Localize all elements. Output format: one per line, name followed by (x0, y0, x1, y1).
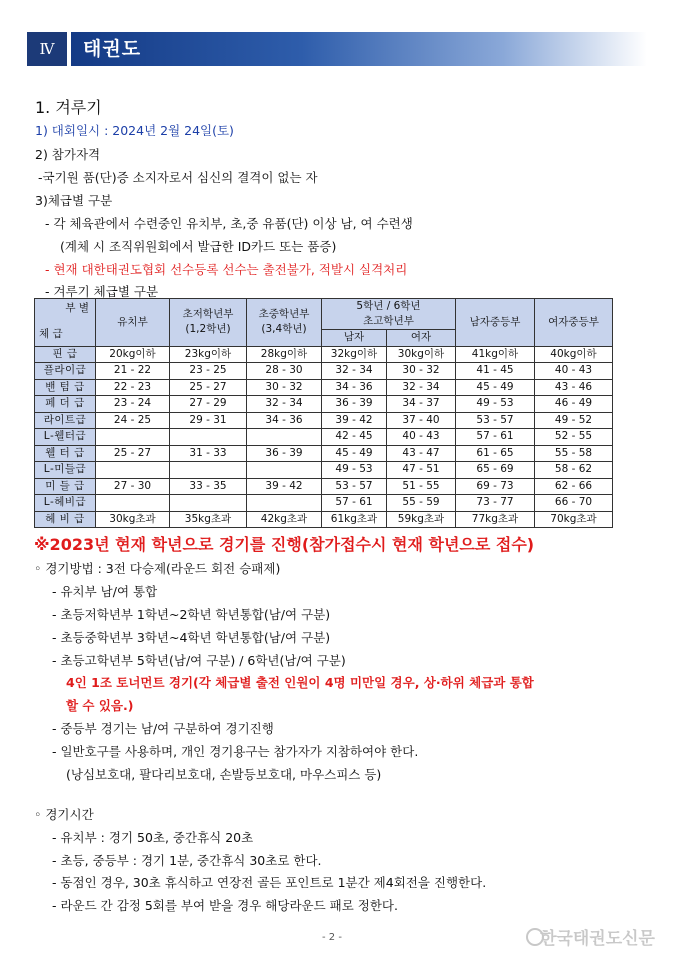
table-cell: 23kg이하 (170, 346, 247, 363)
weight-class-name: L-미들급 (35, 462, 96, 479)
weight-class-name: 핀 급 (35, 346, 96, 363)
table-cell: 34 - 36 (322, 379, 387, 396)
weight-class-name: L-웰터급 (35, 429, 96, 446)
table-cell: 49 - 53 (456, 396, 535, 413)
grade-notice: ※2023년 현재 학년으로 경기를 진행(참가접수시 현재 학년으로 접수) (34, 535, 535, 554)
table-cell: 25 - 27 (170, 379, 247, 396)
weight-line-4: - 겨루기 체급별 구분 (45, 284, 159, 299)
eligibility-title: 2) 참가자격 (35, 147, 101, 162)
table-cell: 41 - 45 (456, 363, 535, 380)
table-cell: 34 - 36 (247, 412, 322, 429)
time-item: - 라운드 간 감정 5회를 부여 받을 경우 해당라운드 패로 정한다. (52, 898, 398, 913)
table-cell: 25 - 27 (96, 445, 170, 462)
header-mid-grade-sub: (3,4학년) (261, 323, 307, 336)
table-cell: 55 - 59 (387, 495, 456, 512)
table-cell: 53 - 57 (456, 412, 535, 429)
method-item-middle-school: - 중등부 경기는 남/여 구분하여 경기진행 (52, 721, 274, 736)
header-ms-female: 여자중등부 (535, 299, 613, 347)
header-high-grade (322, 299, 456, 330)
table-cell: 70kg초과 (535, 511, 613, 528)
date-line: 1) 대회일시 : 2024년 2월 24일(토) (35, 123, 234, 138)
table-cell: 41kg이하 (456, 346, 535, 363)
header-high-grade-sub: 초고학년부 (363, 315, 414, 327)
weight-line-3: - 현재 대한태권도협회 선수등록 선수는 출전불가, 적발시 실격처리 (45, 262, 408, 277)
table-row (35, 495, 613, 512)
table-cell: 29 - 31 (170, 412, 247, 429)
weight-class-name: 라이트급 (35, 412, 96, 429)
table-cell: 73 - 77 (456, 495, 535, 512)
method-item: - 초등중학년부 3학년~4학년 학년통합(남/여 구분) (52, 630, 331, 645)
table-cell (170, 462, 247, 479)
corner-bottom-label: 체 급 (39, 327, 63, 340)
weight-line-1: - 각 체육관에서 수련중인 유치부, 초,중 유품(단) 이상 남, 여 수련생 (45, 216, 413, 231)
table-row (35, 412, 613, 429)
table-cell: 20kg이하 (96, 346, 170, 363)
tournament-rule-line-2: 할 수 있음.) (66, 698, 134, 713)
weight-class-name: 밴 텀 급 (35, 379, 96, 396)
table-cell: 30kg이하 (387, 346, 456, 363)
page-number: - 2 - (322, 932, 342, 943)
weight-class-name: 페 더 급 (35, 396, 96, 413)
table-cell: 37 - 40 (387, 412, 456, 429)
table-cell: 55 - 58 (535, 445, 613, 462)
time-title: ◦ 경기시간 (34, 807, 94, 822)
table-cell: 58 - 62 (535, 462, 613, 479)
table-cell: 32 - 34 (387, 379, 456, 396)
table-row (35, 379, 613, 396)
table-cell: 40 - 43 (387, 429, 456, 446)
method-title: ◦ 경기방법 : 3전 다승제(라운드 회전 승패제) (34, 561, 281, 576)
table-cell: 22 - 23 (96, 379, 170, 396)
table-cell: 59kg초과 (387, 511, 456, 528)
table-cell (96, 462, 170, 479)
tournament-rule-line-1: 4인 1조 토너먼트 경기(각 체급별 출전 인원이 4명 미만일 경우, 상·하위 체급과 통합 (66, 675, 534, 690)
table-cell (247, 495, 322, 512)
weight-class-name: 헤 비 급 (35, 511, 96, 528)
chapter-header (27, 32, 647, 66)
table-cell: 39 - 42 (322, 412, 387, 429)
table-cell: 47 - 51 (387, 462, 456, 479)
chapter-title-box (71, 32, 647, 66)
table-cell: 51 - 55 (387, 478, 456, 495)
corner-header (35, 299, 96, 347)
section-title: 1. 겨루기 (35, 98, 102, 117)
watermark: 한국태권도신문 (540, 929, 655, 949)
header-kinder: 유치부 (96, 299, 170, 347)
table-cell: 27 - 30 (96, 478, 170, 495)
table-cell (170, 429, 247, 446)
table-row (35, 363, 613, 380)
header-mid-grade (247, 299, 322, 347)
table-cell: 32 - 34 (322, 363, 387, 380)
weight-class-title: 3)체급별 구분 (35, 193, 113, 208)
time-item: - 초등, 중등부 : 경기 1분, 중간휴식 30초로 한다. (52, 853, 322, 868)
table-cell: 40 - 43 (535, 363, 613, 380)
table-cell: 34 - 37 (387, 396, 456, 413)
table-cell: 36 - 39 (322, 396, 387, 413)
method-item-gear: - 일반호구를 사용하며, 개인 경기용구는 참가자가 지참하여야 한다. (52, 744, 419, 759)
corner-top-label: 부 별 (65, 302, 89, 314)
weight-class-name: L-헤비급 (35, 495, 96, 512)
table-row (35, 346, 613, 363)
weight-class-table (34, 298, 613, 528)
table-cell: 28 - 30 (247, 363, 322, 380)
table-cell: 32 - 34 (247, 396, 322, 413)
table-row (35, 511, 613, 528)
table-row (35, 478, 613, 495)
table-cell: 52 - 55 (535, 429, 613, 446)
table-cell: 28kg이하 (247, 346, 322, 363)
table-cell: 53 - 57 (322, 478, 387, 495)
header-low-grade (170, 299, 247, 347)
table-cell: 66 - 70 (535, 495, 613, 512)
method-item: - 초등고학년부 5학년(남/여 구분) / 6학년(남/여 구분) (52, 653, 346, 668)
table-cell: 40kg이하 (535, 346, 613, 363)
table-cell: 30 - 32 (247, 379, 322, 396)
table-row (35, 462, 613, 479)
table-cell: 33 - 35 (170, 478, 247, 495)
table-cell: 36 - 39 (247, 445, 322, 462)
table-cell: 61 - 65 (456, 445, 535, 462)
table-cell (247, 429, 322, 446)
header-low-grade-sub: (1,2학년) (185, 323, 231, 336)
weight-line-2: (계체 시 조직위원회에서 발급한 ID카드 또는 품증) (60, 239, 337, 254)
table-cell: 77kg초과 (456, 511, 535, 528)
table-cell: 57 - 61 (322, 495, 387, 512)
method-item: - 초등저학년부 1학년~2학년 학년통합(남/여 구분) (52, 607, 331, 622)
weight-class-name: 미 들 급 (35, 478, 96, 495)
table-row (35, 429, 613, 446)
method-item: - 유치부 남/여 통합 (52, 584, 158, 599)
table-row (35, 445, 613, 462)
header-ms-male: 남자중등부 (456, 299, 535, 347)
table-cell (96, 495, 170, 512)
time-item: - 유치부 : 경기 50초, 중간휴식 20초 (52, 830, 254, 845)
header-low-grade-label: 초저학년부 (182, 308, 234, 321)
table-cell: 42kg초과 (247, 511, 322, 528)
weight-class-name: 플라이급 (35, 363, 96, 380)
table-cell (247, 462, 322, 479)
table-cell: 61kg초과 (322, 511, 387, 528)
table-cell: 32kg이하 (322, 346, 387, 363)
chapter-number: Ⅳ (27, 32, 67, 66)
table-cell: 45 - 49 (322, 445, 387, 462)
table-cell: 31 - 33 (170, 445, 247, 462)
table-cell: 57 - 61 (456, 429, 535, 446)
table-cell: 23 - 24 (96, 396, 170, 413)
header-mid-grade-label: 초중학년부 (258, 308, 310, 321)
table-cell: 30kg초과 (96, 511, 170, 528)
table-cell: 27 - 29 (170, 396, 247, 413)
table-cell: 43 - 46 (535, 379, 613, 396)
table-cell: 65 - 69 (456, 462, 535, 479)
table-cell: 69 - 73 (456, 478, 535, 495)
table-cell: 30 - 32 (387, 363, 456, 380)
table-cell: 46 - 49 (535, 396, 613, 413)
eligibility-text: -국기원 품(단)증 소지자로서 심신의 결격이 없는 자 (38, 170, 318, 185)
table-cell (170, 495, 247, 512)
table-cell (96, 429, 170, 446)
table-cell: 24 - 25 (96, 412, 170, 429)
table-cell: 23 - 25 (170, 363, 247, 380)
time-item: - 동점인 경우, 30초 휴식하고 연장전 골든 포인트로 1분간 제4회전을 진행한다. (52, 875, 487, 890)
header-high-male: 남자 (322, 330, 387, 347)
method-item-gear-list: (낭심보호대, 팔다리보호대, 손발등보호대, 마우스피스 등) (66, 767, 382, 782)
header-high-female: 여자 (387, 330, 456, 347)
table-cell: 42 - 45 (322, 429, 387, 446)
table-cell: 21 - 22 (96, 363, 170, 380)
table-cell: 43 - 47 (387, 445, 456, 462)
table-cell: 49 - 52 (535, 412, 613, 429)
table-row (35, 396, 613, 413)
table-cell: 45 - 49 (456, 379, 535, 396)
table-cell: 39 - 42 (247, 478, 322, 495)
chapter-title: 태권도 (83, 38, 142, 60)
weight-class-name: 웰 터 급 (35, 445, 96, 462)
table-cell: 62 - 66 (535, 478, 613, 495)
header-high-grade-label: 5학년 / 6학년 (356, 300, 421, 312)
table-cell: 35kg초과 (170, 511, 247, 528)
table-cell: 49 - 53 (322, 462, 387, 479)
